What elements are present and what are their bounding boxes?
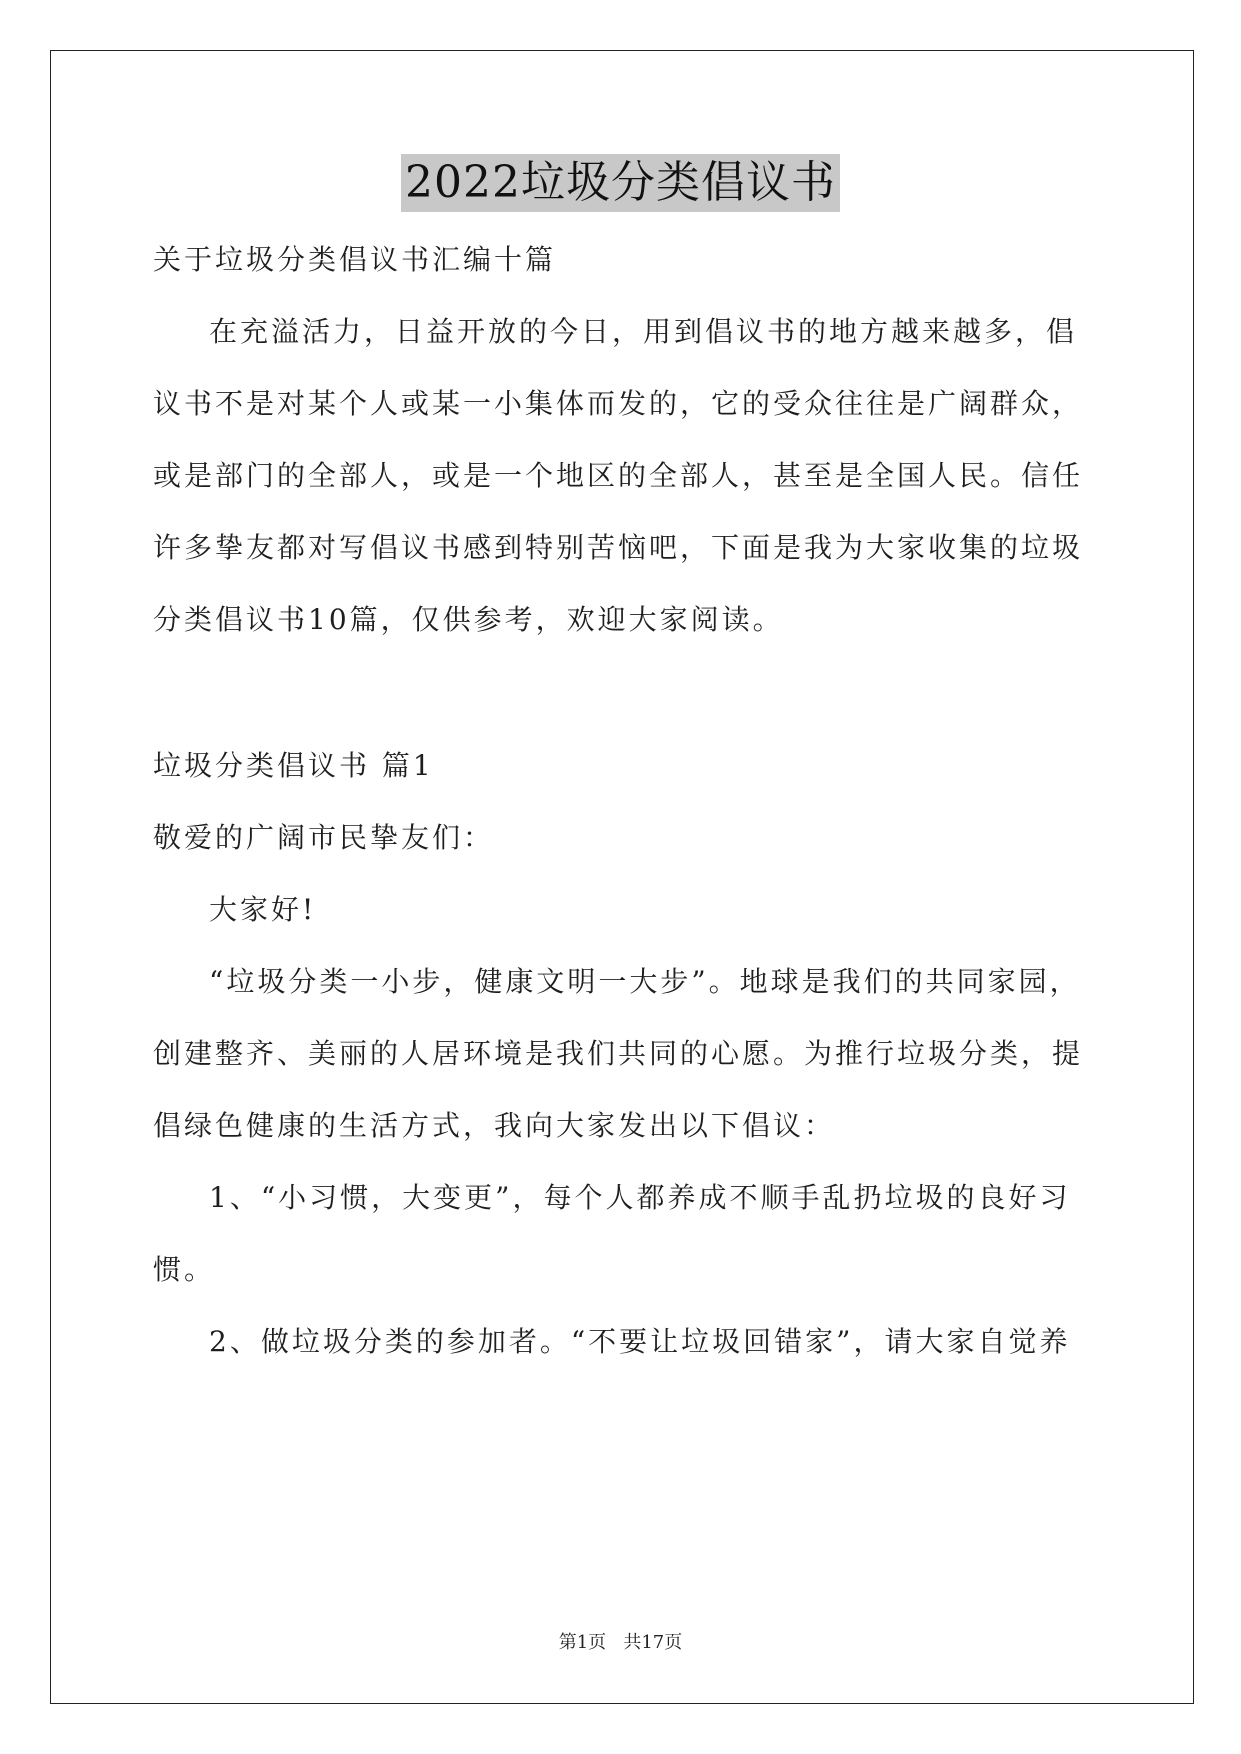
greeting-line: 大家好!	[209, 893, 317, 926]
list-item-line: 惯。	[153, 1253, 216, 1286]
document-title: 2022垃圾分类倡议书	[401, 154, 840, 212]
section-heading: 垃圾分类倡议书 篇1	[153, 749, 434, 782]
list-item-line: 1、“小习惯，大变更”，每个人都养成不顺手乱扔垃圾的良好习	[209, 1181, 1071, 1214]
paragraph-line: 在充溢活力，日益开放的今日，用到倡议书的地方越来越多，倡	[209, 315, 1078, 348]
title-container	[0, 154, 1241, 212]
paragraph-line: 或是部门的全部人，或是一个地区的全部人，甚至是全国人民。信任	[153, 459, 1084, 492]
page-border	[50, 50, 1194, 1704]
page-footer: 第1页 共17页	[558, 1632, 683, 1653]
paragraph-line: 创建整齐、美丽的人居环境是我们共同的心愿。为推行垃圾分类，提	[153, 1037, 1084, 1070]
subtitle-line: 关于垃圾分类倡议书汇编十篇	[153, 243, 557, 276]
paragraph-line: 议书不是对某个人或某一小集体而发的，它的受众往往是广阔群众，	[153, 387, 1084, 420]
paragraph-line: “垃圾分类一小步，健康文明一大步”。地球是我们的共同家园，	[209, 965, 1081, 998]
paragraph-line: 分类倡议书10篇，仅供参考，欢迎大家阅读。	[153, 603, 784, 636]
salutation-line: 敬爱的广阔市民挚友们：	[153, 821, 495, 854]
list-item-line: 2、做垃圾分类的参加者。“不要让垃圾回错家”，请大家自觉养	[209, 1325, 1071, 1358]
paragraph-line: 许多挚友都对写倡议书感到特别苦恼吧，下面是我为大家收集的垃圾	[153, 531, 1084, 564]
paragraph-line: 倡绿色健康的生活方式，我向大家发出以下倡议：	[153, 1109, 836, 1142]
